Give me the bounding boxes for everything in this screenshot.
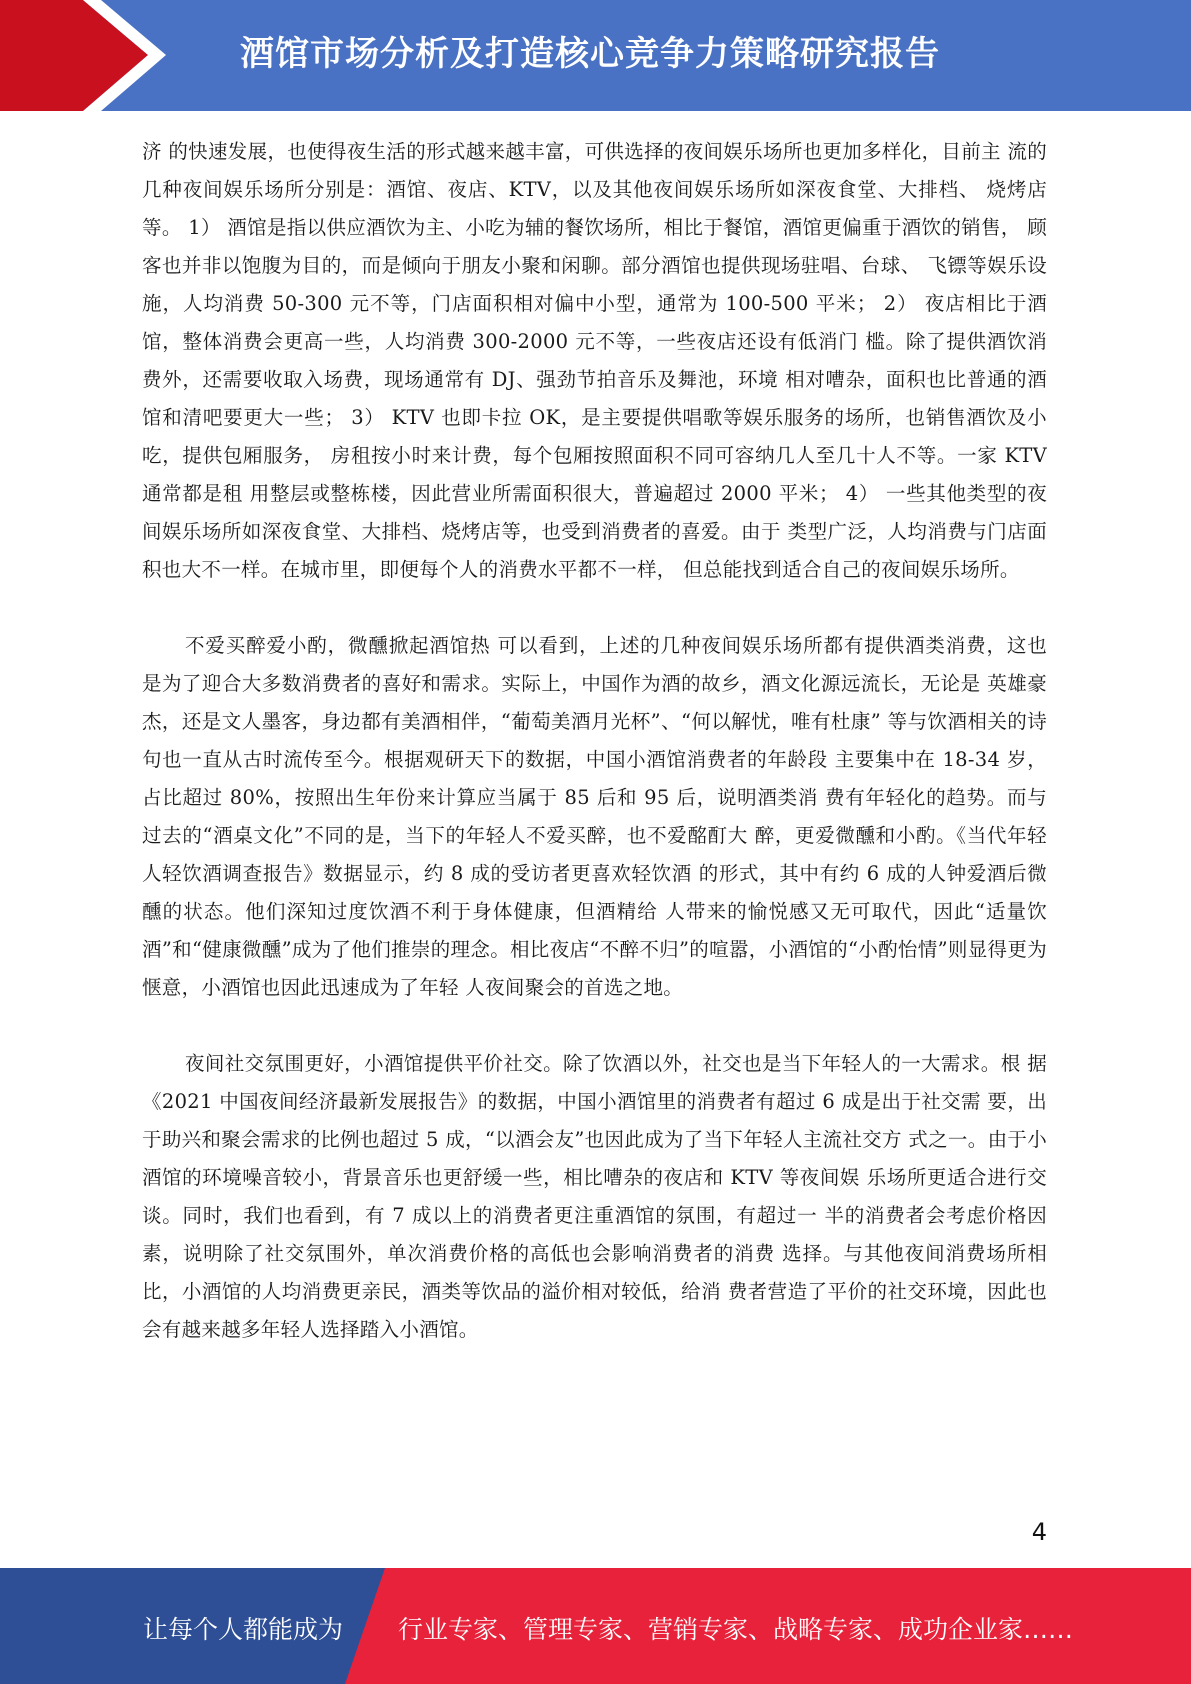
page-header	[0, 0, 1191, 111]
report-title: 酒馆市场分析及打造核心竞争力策略研究报告	[240, 34, 940, 74]
footer-slogan-right: 行业专家、管理专家、营销专家、战略专家、成功企业家……	[398, 1615, 1074, 1644]
paragraph-venue-types: 济 的快速发展，也使得夜生活的形式越来越丰富，可供选择的夜间娱乐场所也更加多样化，目前主 流的几种夜间娱乐场所分别是：酒馆、夜店、KTV，以及其他夜间娱乐场所如深夜食堂、大排档、 烧烤店等。 1） 酒馆是指以供应酒饮为主、小吃为辅的餐饮场所，相比于餐馆，酒馆更偏重于酒饮的销售， 顾客也并非以饱腹为目的，而是倾向于朋友小聚和闲聊。部分酒馆也提供现场驻唱、台球、 飞镖等娱乐设施，人均消费 50-300 元不等，门店面积相对偏中小型，通常为 100-500 平米； 2） 夜店相比于酒馆，整体消费会更高一些，人均消费 300-2000 元不等，一些夜店还设有低消门 槛。除了提供酒饮消费外，还需要收取入场费，现场通常有 DJ、强劲节拍音乐及舞池，环境 相对嘈杂，面积也比普通的酒馆和清吧要更大一些； 3） KTV 也即卡拉 OK，是主要提供唱歌等娱乐服务的场所，也销售酒饮及小吃，提供包厢服务， 房租按小时来计费，每个包厢按照面积不同可容纳几人至几十人不等。一家 KTV 通常都是租 用整层或整栋楼，因此营业所需面积很大，普遍超过 2000 平米； 4） 一些其他类型的夜间娱乐场所如深夜食堂、大排档、烧烤店等，也受到消费者的喜爱。由于 类型广泛，人均消费与门店面积也大不一样。在城市里，即便每个人的消费水平都不一样， 但总能找到适合自己的夜间娱乐场所。	[142, 140, 1047, 581]
page-number: 4	[1031, 1518, 1047, 1546]
page-footer	[0, 1568, 1191, 1684]
footer-slogan-left: 让每个人都能成为	[143, 1615, 344, 1644]
paragraph-light-drinking: 不爱买醉爱小酌，微醺掀起酒馆热 可以看到，上述的几种夜间娱乐场所都有提供酒类消费，这也 是为了迎合大多数消费者的喜好和需求。实际上，中国作为酒的故乡，酒文化源远流长，无论是 英雄豪杰，还是文人墨客，身边都有美酒相伴，“葡萄美酒月光杯”、“何以解忧，唯有杜康” 等与饮酒相关的诗句也一直从古时流传至今。根据观研天下的数据，中国小酒馆消费者的年龄段 主要集中在 18-34 岁，占比超过 80%，按照出生年份来计算应当属于 85 后和 95 后，说明酒类消 费有年轻化的趋势。而与过去的“酒桌文化”不同的是，当下的年轻人不爱买醉，也不爱酩酊大 醉，更爱微醺和小酌。《当代年轻人轻饮酒调查报告》数据显示，约 8 成的受访者更喜欢轻饮酒 的形式，其中有约 6 成的人钟爱酒后微醺的状态。他们深知过度饮酒不利于身体健康，但酒精给 人带来的愉悦感又无可取代，因此“适量饮酒”和“健康微醺”成为了他们推崇的理念。相比夜店“不醉不归”的喧嚣，小酒馆的“小酌怡情”则显得更为惬意，小酒馆也因此迅速成为了年轻 人夜间聚会的首选之地。	[142, 634, 1047, 999]
paragraph-social-atmosphere: 夜间社交氛围更好，小酒馆提供平价社交。除了饮酒以外，社交也是当下年轻人的一大需求。根 据《2021 中国夜间经济最新发展报告》的数据，中国小酒馆里的消费者有超过 6 成是出于社交需 要，出于助兴和聚会需求的比例也超过 5 成，“以酒会友”也因此成为了当下年轻人主流社交方 式之一。由于小酒馆的环境噪音较小，背景音乐也更舒缓一些，相比嘈杂的夜店和 KTV 等夜间娱 乐场所更适合进行交谈。同时，我们也看到，有 7 成以上的消费者更注重酒馆的氛围，有超过一 半的消费者会考虑价格因素，说明除了社交氛围外，单次消费价格的高低也会影响消费者的消费 选择。与其他夜间消费场所相比，小酒馆的人均消费更亲民，酒类等饮品的溢价相对较低，给消 费者营造了平价的社交环境，因此也会有越来越多年轻人选择踏入小酒馆。	[142, 1052, 1047, 1341]
body-text	[142, 133, 1047, 1387]
